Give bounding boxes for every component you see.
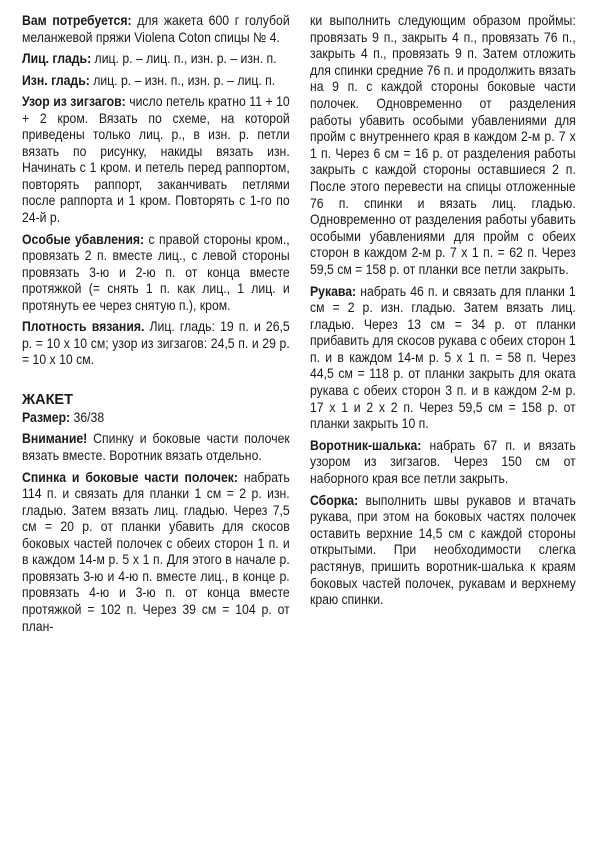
size-text: 36/38 (70, 409, 105, 425)
back-and-fronts-text: набрать 114 п. и связать для планки 1 см = 2 р. изн. гладью. Затем вязать лиц. гладью. Через 7,5 см = 20 р. от планки убавить для скосов боковых частей полочек с обеих сторон 1 п. и в каждом 14-м р. 5 х 1 п. Для этого в начале р. провязать 3-ю и 4-ю п. вместе лиц., в конце р. провязать 4-ю и 3-ю п. от конца вместе протяжкой = 102 п. Через 39 см = 104 р. от план- (22, 469, 290, 634)
assembly-label: Сборка: (310, 492, 359, 508)
size-label: Размер: (22, 409, 71, 425)
special-decreases-paragraph (22, 232, 290, 315)
back-and-fronts-label: Спинка и боковые части полочек: (22, 469, 238, 485)
shawl-collar-text: набрать 67 п. и вязать узором из зигзагов. Через 150 см от наборного края все петли закрыть. (310, 437, 576, 487)
zigzag-pattern-label: Узор из зигзагов: (22, 94, 126, 110)
attention-paragraph (22, 431, 290, 464)
attention-text: Спинку и боковые части полочек вязать вместе. Воротник вязать отдельно. (22, 431, 290, 464)
special-decreases-text: с правой стороны кром., провязать 2 п. вместе лиц., с левой стороны провязать 3-ю и 2-ю п. от конца вместе протяжкой (= снять 1 п. как лиц., 1 лиц. и протянуть ее через снятую п.), кром. (22, 231, 290, 313)
attention-label: Внимание! (22, 431, 88, 447)
materials-paragraph (22, 13, 290, 46)
materials-text: для жакета 600 г голубой меланжевой пряжи Violena Coton спицы № 4. (22, 13, 290, 45)
shawl-collar-label: Воротник-шалька: (310, 437, 422, 453)
reverse-stockinette-text: лиц. р. – изн. п., изн. р. – лиц. п. (89, 72, 276, 88)
gauge-text: Лиц. гладь: 19 п. и 26,5 р. = 10 х 10 см; узор из зигзагов: 24,5 п. и 29 р. = 10 х 10 см. (22, 319, 290, 368)
special-decreases-label: Особые убавления: (22, 231, 145, 247)
stockinette-text: лиц. р. – лиц. п., изн. р. – изн. п. (91, 51, 277, 67)
shawl-collar-paragraph (310, 438, 576, 488)
armholes-continuation-paragraph (310, 13, 576, 279)
jacket-heading: ЖАКЕТ (22, 391, 73, 408)
size-paragraph (22, 410, 290, 427)
reverse-stockinette-paragraph (22, 73, 290, 90)
stockinette-paragraph (22, 51, 290, 68)
zigzag-pattern-paragraph (22, 94, 290, 226)
reverse-stockinette-label: Изн. гладь: (22, 72, 90, 88)
sleeves-paragraph (310, 284, 576, 433)
left-column (22, 13, 290, 640)
gauge-label: Плотность вязания. (22, 319, 145, 335)
assembly-paragraph (310, 493, 576, 609)
armholes-continuation-text: ки выполнить следующим образом проймы: провязать 9 п., закрыть 4 п., провязать 76 п., закрыть 4 п., провязать 9 п. Затем отложить для спинки средние 76 п. и продолжить вязать на 9 п. с каждой стороны боковые части полочек. Одновременно от разделения работы убавить особыми убавлениями для пройм с внутреннего края в каждом 2-м р. 7 х 1 п. Через 6 см = 16 р. от разделения работы закрыть с каждой стороны оставшиеся 2 п. После этого перевести на спицы отложенные 76 п. спинки и вязать лиц. гладью. Одновременно от разделения работы убавить особыми убавлениями для пройм с обеих сторон в каждом 2-м р. 7 х 1 п. = 62 п. Через 59,5 см = 158 р. от планки все петли закрыть. (310, 13, 576, 277)
materials-label: Вам потребуется: (22, 13, 132, 28)
back-and-fronts-paragraph (22, 470, 290, 635)
gauge-paragraph (22, 319, 290, 369)
stockinette-label: Лиц. гладь: (22, 51, 92, 67)
assembly-text: выполнить швы рукавов и втачать рукава, при этом на боковых частях полочек оставить верхние 14,5 см с каждой стороны открытыми. При необходимости слегка растянув, пришить воротник-шалька к краям боковых частей полочек, рукавам и верхнему краю спинки. (310, 492, 576, 608)
zigzag-pattern-text: число петель кратно 11 + 10 + 2 кром. Вязать по схеме, на которой приведены только лиц. р., в изн. р. петли вязать по рисунку, накиды вязать изн. Начинать с 1 кром. и петель перед раппортом, повторять раппорт, заканчивать петлями после раппорта и 1 кром. Повторять с 1-го по 24-й р. (22, 94, 290, 226)
right-column (310, 13, 576, 614)
sleeves-label: Рукава: (310, 283, 357, 299)
sleeves-text: набрать 46 п. и связать для планки 1 см = 2 р. изн. гладью. Затем вязать лиц. гладью. Через 13 см = 34 р. от планки прибавить для скосов рукава с обеих сторон 1 п. и в каждом 14-м р. 5 х 1 п. = 58 п. Через 44,5 см = 118 р. от планки закрыть для оката рукава с обеих сторон 3 п. и в каждом 2-м р. 17 х 1 и 2 х 2 п. Через 59,5 см = 158 р. от планки закрыть 10 п. (310, 283, 576, 432)
